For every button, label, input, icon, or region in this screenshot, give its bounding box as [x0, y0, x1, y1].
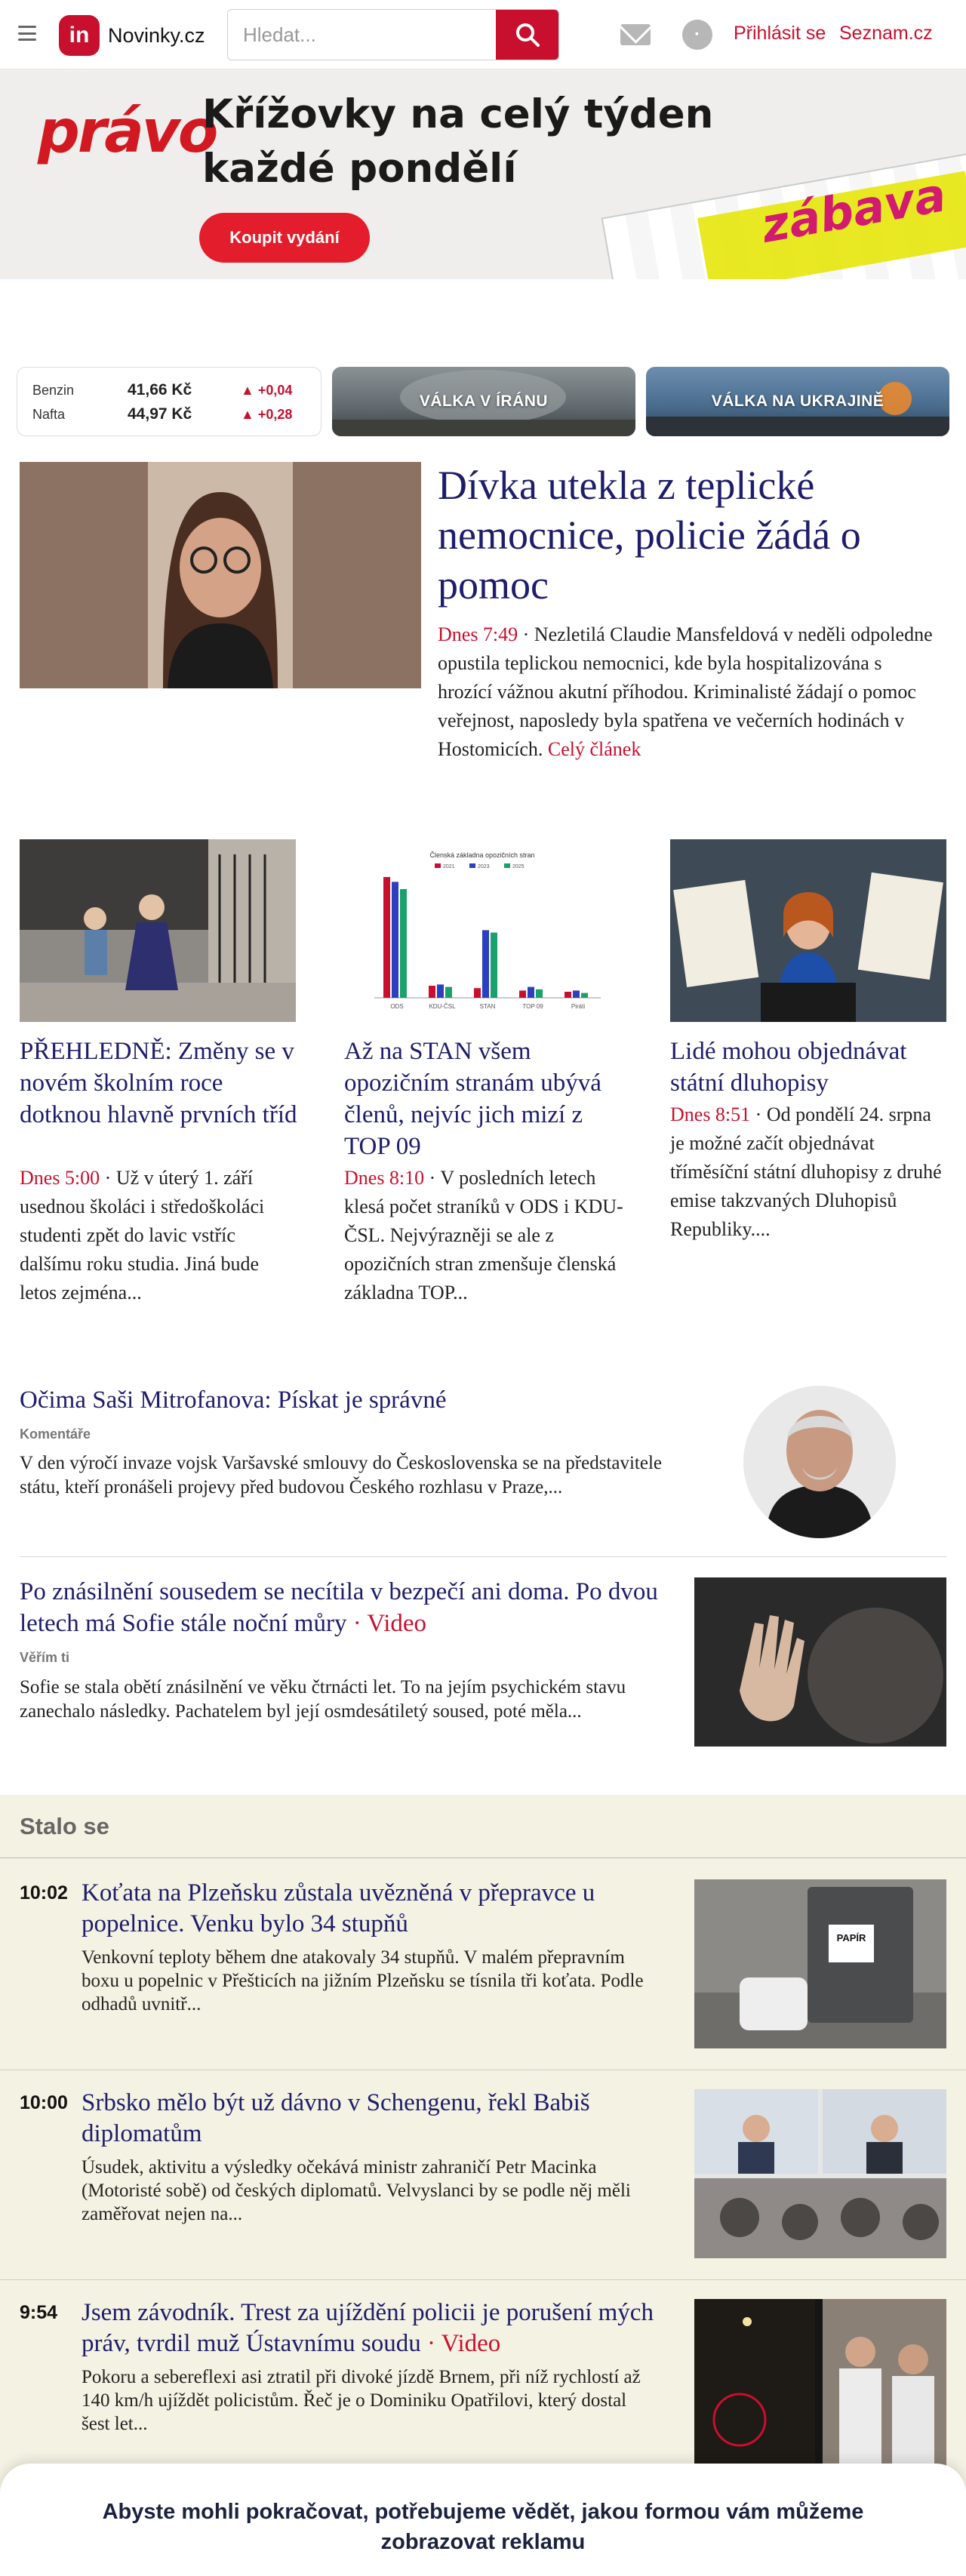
mail-icon[interactable]	[620, 24, 651, 45]
zahava-logo: zábava	[757, 167, 950, 254]
consent-message: Abyste mohli pokračovat, potřebujeme vědět, jakou formou vám můžeme zobrazovat reklamu	[102, 2500, 864, 2554]
chart-category-label: Piráti	[571, 1003, 586, 1010]
video-label: · Video	[352, 1610, 427, 1637]
chart-bar	[565, 992, 571, 998]
lead-article-perex: Dnes 7:49 · Nezletilá Claudie Mansfeldová v neděli odpoledne opustila teplickou nemocnici, kde byla hospitalizována s hrozící vážnou akutní příhodou. Kriminalisté žádají o pomoc veřejnost, naposledy byla spatřena ve večerních hodinách v Hostomicích. Celý článek	[438, 623, 933, 760]
bin-label: PAPÍR	[836, 1932, 866, 1944]
chart-bar	[581, 993, 588, 998]
chart-bar	[429, 986, 435, 998]
opinion-title-sofie[interactable]	[20, 1576, 691, 1639]
chart-bar	[437, 984, 444, 998]
opinion-perex: V den výročí invaze vojsk Varšavské smlouvy do Československa se na představitele státu, kteří pronášeli projevy před budovou Českého rozhlasu v Praze,...	[20, 1453, 662, 1497]
video-label: · Video	[426, 2330, 501, 2357]
seznam-link[interactable]: Seznam.cz	[839, 23, 933, 44]
news-title-racer[interactable]	[82, 2297, 655, 2359]
buy-issue-button[interactable]: Koupit vydání	[199, 213, 370, 263]
chart-bar	[392, 882, 398, 998]
chart-legend-swatch	[504, 863, 510, 868]
news-image-kittens[interactable]	[694, 1879, 946, 2048]
chart-legend-label: 2021	[443, 864, 455, 869]
article-time: Dnes 7:49	[438, 623, 518, 645]
perex-text: Už v úterý 1. září usednou školáci i středoškoláci studenti zpět do lavic vstříc dalšímu roku studia. Jiná bude letos zejména...	[20, 1167, 265, 1303]
news-image-racer[interactable]	[694, 2299, 946, 2468]
school-kids-image	[20, 839, 296, 1022]
topic-pill-ukraine[interactable]	[646, 367, 949, 436]
topic-pill-label: VÁLKA V ÍRÁNU	[419, 392, 549, 410]
lead-article-image[interactable]	[20, 462, 421, 688]
chart-category-label: STAN	[479, 1003, 496, 1010]
article-time: Dnes 8:51	[670, 1103, 751, 1125]
chart-bar	[400, 889, 407, 998]
fuel-name: Benzin	[32, 382, 75, 398]
opinion-perex: Sofie se stala obětí znásilnění ve věku čtrnácti let. To na jejím psychickém stavu zanechalo následky. Pachatelem byl její osmdesátiletý soused, poté měla...	[20, 1677, 626, 1722]
divider	[0, 2279, 966, 2280]
read-more-link[interactable]: Celý článek	[547, 738, 641, 760]
chart-category-label: ODS	[390, 1003, 404, 1010]
search-icon	[514, 21, 541, 48]
fuel-change: ▲ +0,04	[241, 382, 293, 398]
opinion-title-text: Po znásilnění sousedem se necítila v bezpečí ani doma. Po dvou letech má Sofie stále noční můry	[20, 1578, 658, 1637]
login-link[interactable]: Přihlásit se	[734, 23, 826, 44]
logo-badge: in	[59, 15, 100, 56]
menu-icon[interactable]	[18, 26, 36, 41]
banner-headline-line-1: Křížovky na celý týden	[202, 91, 714, 137]
girl-portrait	[20, 462, 421, 688]
card-image-bonds[interactable]	[670, 839, 946, 1022]
article-time: Dnes 5:00	[20, 1167, 100, 1189]
fuel-price: 41,66 Kč	[128, 381, 192, 399]
news-perex: Úsudek, aktivitu a výsledky očekává ministr zahraničí Petr Macinka (Motoristé sobě) od českých diplomatů. Velvyslanci by se podle něj měli zaměřovat nejen na...	[82, 2157, 631, 2224]
banner-headline-line-2: každé pondělí	[202, 146, 517, 192]
ad-banner[interactable]	[0, 69, 966, 279]
site-logo[interactable]	[59, 15, 205, 56]
news-title-text: Jsem závodník. Trest za ujíždění policii je porušení mých práv, tvrdil muž Ústavnímu soudu	[82, 2299, 654, 2357]
opinion-category[interactable]: Komentáře	[20, 1426, 91, 1442]
search-input[interactable]	[228, 10, 496, 60]
perex-text: V posledních letech klesá počet straníků v ODS i KDU-ČSL. Nejvýrazněji se ale z opozičních stran zmenšuje členská základna TOP...	[344, 1167, 623, 1303]
stop-hand-image	[694, 1577, 946, 1747]
chart-category-label: KDU-ČSL	[429, 1003, 456, 1010]
card-perex-bonds: Dnes 8:51 · Od pondělí 24. srpna je možné začít objednávat tříměsíční státní dluhopisy z druhé emise takzvaných Dluhopisů Republiky....	[670, 1103, 942, 1240]
chart-title: Členská základna opozičních stran	[429, 851, 535, 859]
news-title-kittens[interactable]: Koťata na Plzeňsku zůstala uvězněná v přepravce u popelnice. Venku bylo 34 stupňů	[82, 1879, 595, 1937]
members-bar-chart	[344, 839, 620, 1022]
news-time: 10:02	[20, 1882, 68, 1904]
card-perex-parties: Dnes 8:10 · V posledních letech klesá počet straníků v ODS i KDU-ČSL. Nejvýrazněji se ale z opozičních stran zmenšuje členská základna TOP...	[344, 1167, 623, 1303]
divider	[20, 1556, 946, 1557]
lead-article-title[interactable]: Dívka utekla z teplické nemocnice, policie žádá o pomoc	[438, 463, 861, 608]
chart-legend-swatch	[469, 863, 475, 868]
pravo-logo: právo	[38, 98, 217, 166]
stalo-se-heading: Stalo se	[20, 1813, 109, 1839]
chart-bar	[491, 933, 497, 998]
opinion-title-mitrofanov[interactable]: Očima Saši Mitrofanova: Pískat je správné	[20, 1386, 447, 1414]
banner-headline	[202, 88, 713, 196]
search-box	[227, 9, 559, 60]
news-title-serbia[interactable]: Srbsko mělo být už dávno v Schengenu, řekl Babiš diplomatům	[82, 2089, 590, 2147]
logo-text: Novinky.cz	[108, 23, 205, 47]
perex-text: Od pondělí 24. srpna je možné začít objednávat tříměsíční státní dluhopisy z druhé emise takzvaných Dluhopisů Republiky....	[670, 1103, 942, 1240]
card-image-chart[interactable]	[344, 839, 620, 1022]
topic-pill-iran[interactable]	[332, 367, 635, 436]
fuel-prices[interactable]	[17, 367, 321, 436]
fuel-change: ▲ +0,28	[241, 406, 293, 422]
card-image-school[interactable]	[20, 839, 296, 1022]
chart-bar	[536, 989, 543, 998]
chart-bar	[573, 990, 580, 998]
topic-pill-label: VÁLKA NA UKRAJINĚ	[711, 392, 884, 410]
news-perex: Venkovní teploty během dne atakovaly 34 stupňů. V malém přepravním boxu u popelnic v Přešticích na jižním Plzeňsku se tísnila tři koťata. Podle odhadů uvnitř...	[82, 1947, 644, 2014]
chart-legend-label: 2023	[478, 864, 490, 869]
news-image-serbia[interactable]	[694, 2089, 946, 2258]
card-title-bonds[interactable]: Lidé mohou objednávat státní dluhopisy	[670, 1038, 907, 1097]
chat-icon[interactable]: ·	[682, 20, 712, 50]
chart-legend-swatch	[435, 863, 441, 868]
author-portrait	[743, 1386, 896, 1538]
news-perex: Pokoru a sebereflexi asi ztratil při divoké jízdě Brnem, při níž rychlostí až 140 km/h ujíždět policistům. Řeč je o Dominiku Opatřilovi, který dostal šest let...	[82, 2367, 641, 2434]
minister-bonds-image	[670, 839, 946, 1022]
courtroom-image	[694, 2299, 946, 2468]
card-title-school[interactable]: PŘEHLEDNĚ: Změny se v novém školním roce dotknou hlavně prvních tříd	[20, 1038, 297, 1128]
chart-category-label: TOP 09	[522, 1003, 543, 1010]
fuel-price: 44,97 Kč	[128, 405, 192, 423]
author-avatar[interactable]	[743, 1386, 896, 1538]
stalo-se-rule	[0, 1857, 966, 1858]
chart-bar	[383, 877, 390, 998]
card-title-parties[interactable]: Až na STAN všem opozičním stranám ubývá členů, nejvíc jich mizí z TOP 09	[344, 1038, 601, 1160]
diplomats-image	[694, 2089, 946, 2258]
chart-bar	[445, 987, 452, 998]
chart-bar	[528, 987, 534, 998]
search-button[interactable]	[496, 10, 558, 60]
trash-bin-image	[694, 1879, 946, 2048]
news-time: 9:54	[20, 2302, 58, 2323]
chart-legend-label: 2025	[512, 864, 525, 869]
article-time: Dnes 8:10	[344, 1167, 425, 1189]
sofie-image[interactable]	[694, 1577, 946, 1747]
chart-bar	[519, 990, 526, 998]
chart-bar	[482, 930, 489, 998]
fuel-row-benzin	[32, 378, 306, 402]
news-time: 10:00	[20, 2092, 68, 2113]
site-header	[0, 0, 966, 69]
chart-bar	[474, 988, 481, 998]
perex-text: Nezletilá Claudie Mansfeldová v neděli odpoledne opustila teplickou nemocnici, kde byla hospitalizována s hrozící vážnou akutní příhodou. Kriminalisté žádají o pomoc veřejnost, naposledy byla spatřena ve večerních hodinách v Hostomicích.	[438, 623, 933, 760]
card-perex-school: Dnes 5:00 · Už v úterý 1. září usednou školáci i středoškoláci studenti zpět do lavic vstříc dalšímu roku studia. Jiná bude letos zejména...	[20, 1167, 265, 1303]
opinion-category[interactable]: Věřím ti	[20, 1650, 70, 1665]
fuel-name: Nafta	[32, 406, 66, 422]
fuel-row-nafta	[32, 402, 306, 426]
